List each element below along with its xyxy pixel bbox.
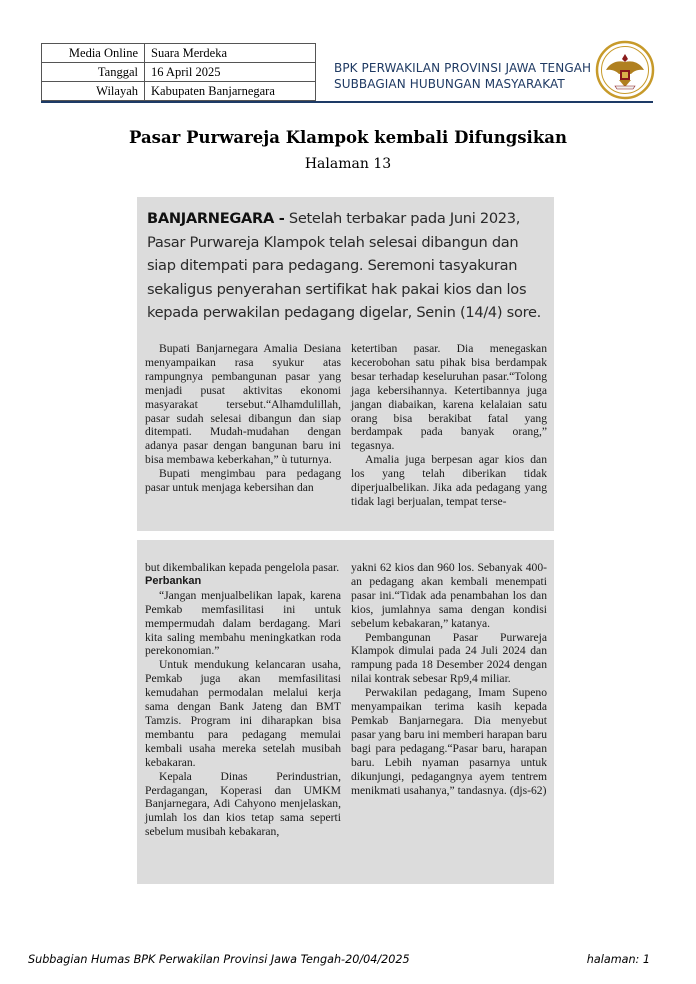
paragraph: but dikembalikan kepada pengelola pasar. — [145, 561, 340, 574]
org-line-1: BPK PERWAKILAN PROVINSI JAWA TENGAH — [334, 61, 592, 75]
column-2 — [351, 561, 547, 797]
paragraph: yakni 62 kios dan 960 los. Sebanyak 400-an pedagang akan kembali menempati pasar ini.“Tidak ada penambahan los dan kios, jumlahnya sama dengan kondisi sebelum kebakaran,” katanya. — [351, 561, 547, 630]
paragraph: Perwakilan pedagang, Imam Supeno menyampaikan terima kasih kepada Pemkab Banjarnegara. Dia menyebut pasar yang baru ini memberi harapan baru bagi para pedagang.“Pasar baru, harapan baru. Lebih nyaman pasarnya untuk dikunjungi, pedagangnya ayem tentrem menikmati usahanya,” tandasnya. (djs-62) — [351, 686, 547, 797]
page-reference: Halaman 13 — [304, 156, 392, 172]
paragraph: “Jangan menjualbelikan lapak, karena Pemkab memfasilitasi ini untuk mempermudah dalam berdagang. Mari kita saling membahu meningkatkan roda perekonomian.” — [145, 588, 341, 658]
paragraph: Bupati Banjarnegara Amalia Desiana menyampaikan rasa syukur atas rampungnya pembangunan pasar yang menjadi pusat aktivitas ekonomi masyarakat tersebut.“Alhamdulillah, pasar sudah selesai dibangun dan siap ditempati. Mudah-mudahan dengan adanya pasar dengan bangunan baru ini bisa membawa keberkahan,” ù tuturnya. — [145, 342, 341, 467]
column-1 — [145, 561, 341, 839]
paragraph: Untuk mendukung kelancaran usaha, Pemkab juga akan memfasilitasi kemudahan permodalan melalui kerja sama dengan Bank Jateng dan BMT Tamzis. Program ini diharapkan bisa membantu para pedagang memulai kembali usaha mereka setelah musibah kebakaran. — [145, 658, 341, 769]
header-rule — [41, 101, 653, 103]
column-2 — [351, 342, 547, 509]
meta-row — [42, 82, 316, 101]
meta-key: Wilayah — [42, 82, 145, 101]
meta-value: 16 April 2025 — [145, 63, 316, 82]
article-title: Pasar Purwareja Klampok kembali Difungsikan — [129, 128, 567, 147]
subheading: Perbankan — [145, 574, 202, 587]
paragraph: Amalia juga berpesan agar kios dan los yang telah diberikan tidak diperjualbelikan. Jika ada pedagang yang tidak lagi berjualan, tempat terse- — [351, 453, 547, 508]
meta-row — [42, 44, 316, 63]
meta-value: Suara Merdeka — [145, 44, 316, 63]
garuda-emblem-icon — [595, 40, 655, 100]
lead-text: Setelah terbakar pada Juni 2023, Pasar Purwareja Klampok telah selesai dibangun dan siap ditempati para pedagang. Seremoni tasyakuran sekaligus penyerahan sertifikat hak pakai kios dan los kepada perwakilan pedagang digelar, Senin (14/4) sore. — [147, 210, 541, 321]
paragraph: Bupati mengimbau para pedagang pasar untuk menjaga kebersihan dan — [145, 467, 341, 495]
news-clipping-2 — [137, 540, 554, 884]
lead-location: BANJARNEGARA - — [147, 210, 285, 227]
meta-row — [42, 63, 316, 82]
org-name — [334, 60, 591, 92]
org-line-2: SUBBAGIAN HUBUNGAN MASYARAKAT — [334, 77, 565, 91]
column-1 — [145, 342, 341, 495]
paragraph: ketertiban pasar. Dia menegaskan kecerobohan satu pihak bisa berdampak besar terhadap keseluruhan pasar.“Tolong jaga kebersihannya. Ketertibannya juga jangan diabaikan, karena kelalaian satu orang bisa berakibat fatal yang berdampak pada banyak orang,” tegasnya. — [351, 342, 547, 453]
footer-page-number: halaman: 1 — [586, 953, 650, 966]
meta-key: Tanggal — [42, 63, 145, 82]
lead-paragraph — [147, 207, 547, 325]
meta-key: Media Online — [42, 44, 145, 63]
paragraph: Kepala Dinas Perindustrian, Perdagangan, Koperasi dan UMKM Banjarnegara, Adi Cahyono menjelaskan, jumlah los dan kios tetap sama seperti sebelum musibah kebakaran, — [145, 769, 341, 839]
footer-source: Subbagian Humas BPK Perwakilan Provinsi Jawa Tengah-20/04/2025 — [28, 953, 410, 966]
meta-table — [41, 43, 316, 101]
news-clipping-1 — [137, 197, 554, 531]
meta-value: Kabupaten Banjarnegara — [145, 82, 316, 101]
paragraph: Pembangunan Pasar Purwareja Klampok dimulai pada 24 Juli 2024 dan rampung pada 18 Desember 2024 dengan nilai kontrak sebesar Rp9,4 miliar. — [351, 630, 547, 686]
